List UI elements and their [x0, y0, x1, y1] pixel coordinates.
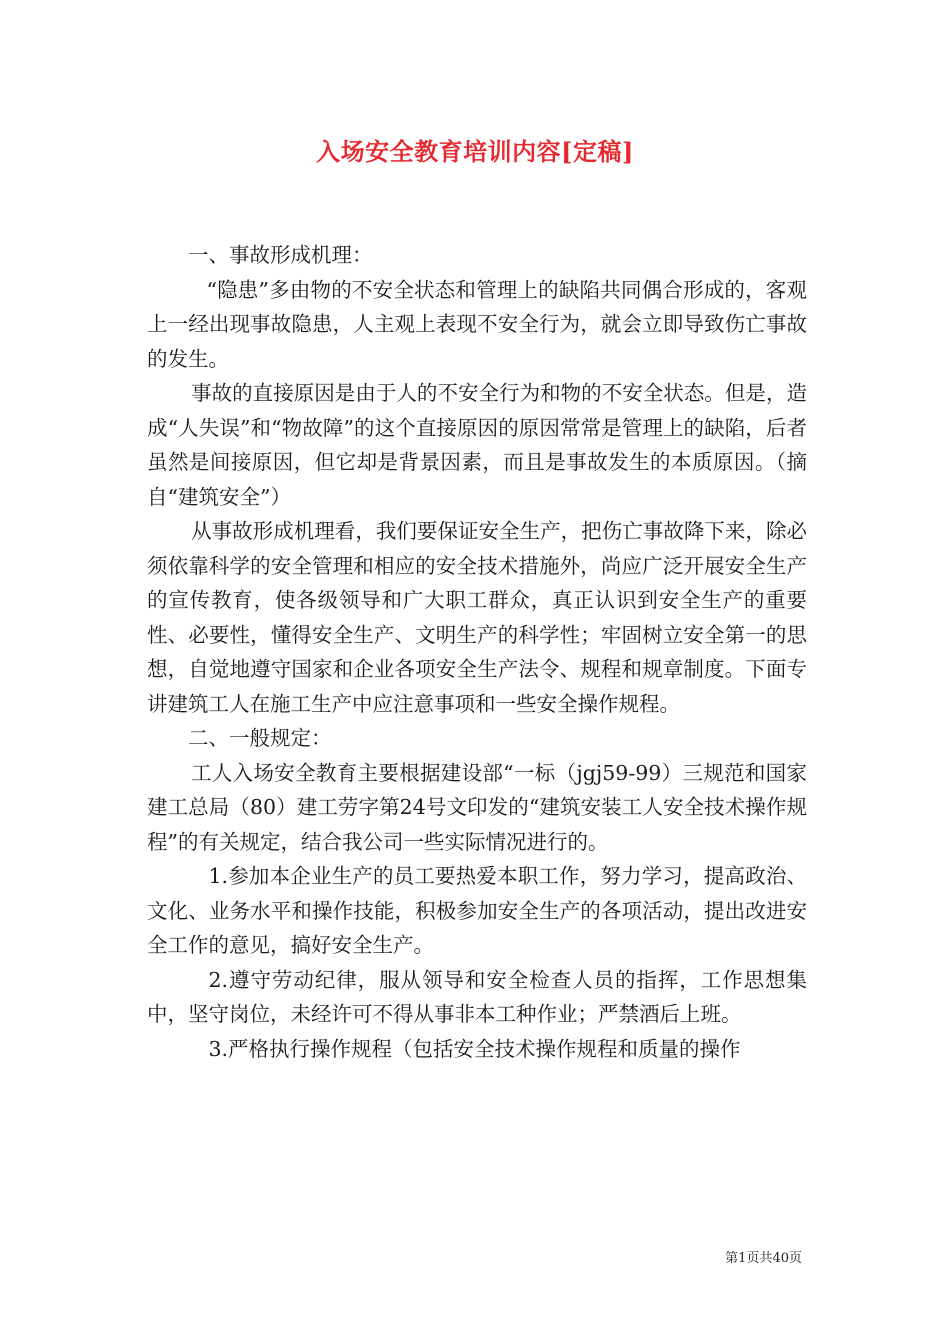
- list-item: 1.参加本企业生产的员工要热爱本职工作，努力学习，提高政治、文化、业务水平和操作技能，积极参加安全生产的各项活动，提出改进安全工作的意见，搞好安全生产。: [147, 864, 807, 957]
- page-number: 第1页共40页: [725, 1251, 802, 1266]
- section-heading: 一、事故形成机理：: [188, 243, 373, 267]
- section-heading: 二、一般规定：: [188, 726, 332, 750]
- paragraph: 工人入场安全教育主要根据建设部“一标（jgj59-99）三规范和国家建工总局（80）建工劳字第24号文印发的“建筑安装工人安全技术操作规程”的有关规定，结合我公司一些实际情况进行的。: [147, 760, 807, 854]
- document-body: [147, 238, 807, 1066]
- paragraph: 事故的直接原因是由于人的不安全行为和物的不安全状态。但是，造成“人失误”和“物故障”的这个直接原因的原因常常是管理上的缺陷，后者虽然是间接原因，但它却是背景因素，而且是事故发生的本质原因。（摘自“建筑安全”）: [147, 381, 807, 509]
- list-item: 3.严格执行操作规程（包括安全技术操作规程和质量的操作: [208, 1036, 741, 1061]
- document-title: 入场安全教育培训内容[定稿]: [316, 137, 634, 166]
- paragraph: “隐患”多由物的不安全状态和管理上的缺陷共同偶合形成的，客观上一经出现事故隐患，人主观上表现不安全行为，就会立即导致伤亡事故的发生。: [147, 277, 807, 371]
- paragraph: 从事故形成机理看，我们要保证安全生产，把伤亡事故降下来，除必须依靠科学的安全管理和相应的安全技术措施外，尚应广泛开展安全生产的宣传教育，使各级领导和广大职工群众，真正认识到安全生产的重要性、必要性，懂得安全生产、文明生产的科学性；牢固树立安全第一的思想，自觉地遵守国家和企业各项安全生产法令、规程和规章制度。下面专讲建筑工人在施工生产中应注意事项和一些安全操作规程。: [147, 519, 807, 716]
- list-item: 2.遵守劳动纪律，服从领导和安全检查人员的指挥，工作思想集中，坚守岗位，未经许可不得从事非本工种作业；严禁酒后上班。: [147, 967, 807, 1026]
